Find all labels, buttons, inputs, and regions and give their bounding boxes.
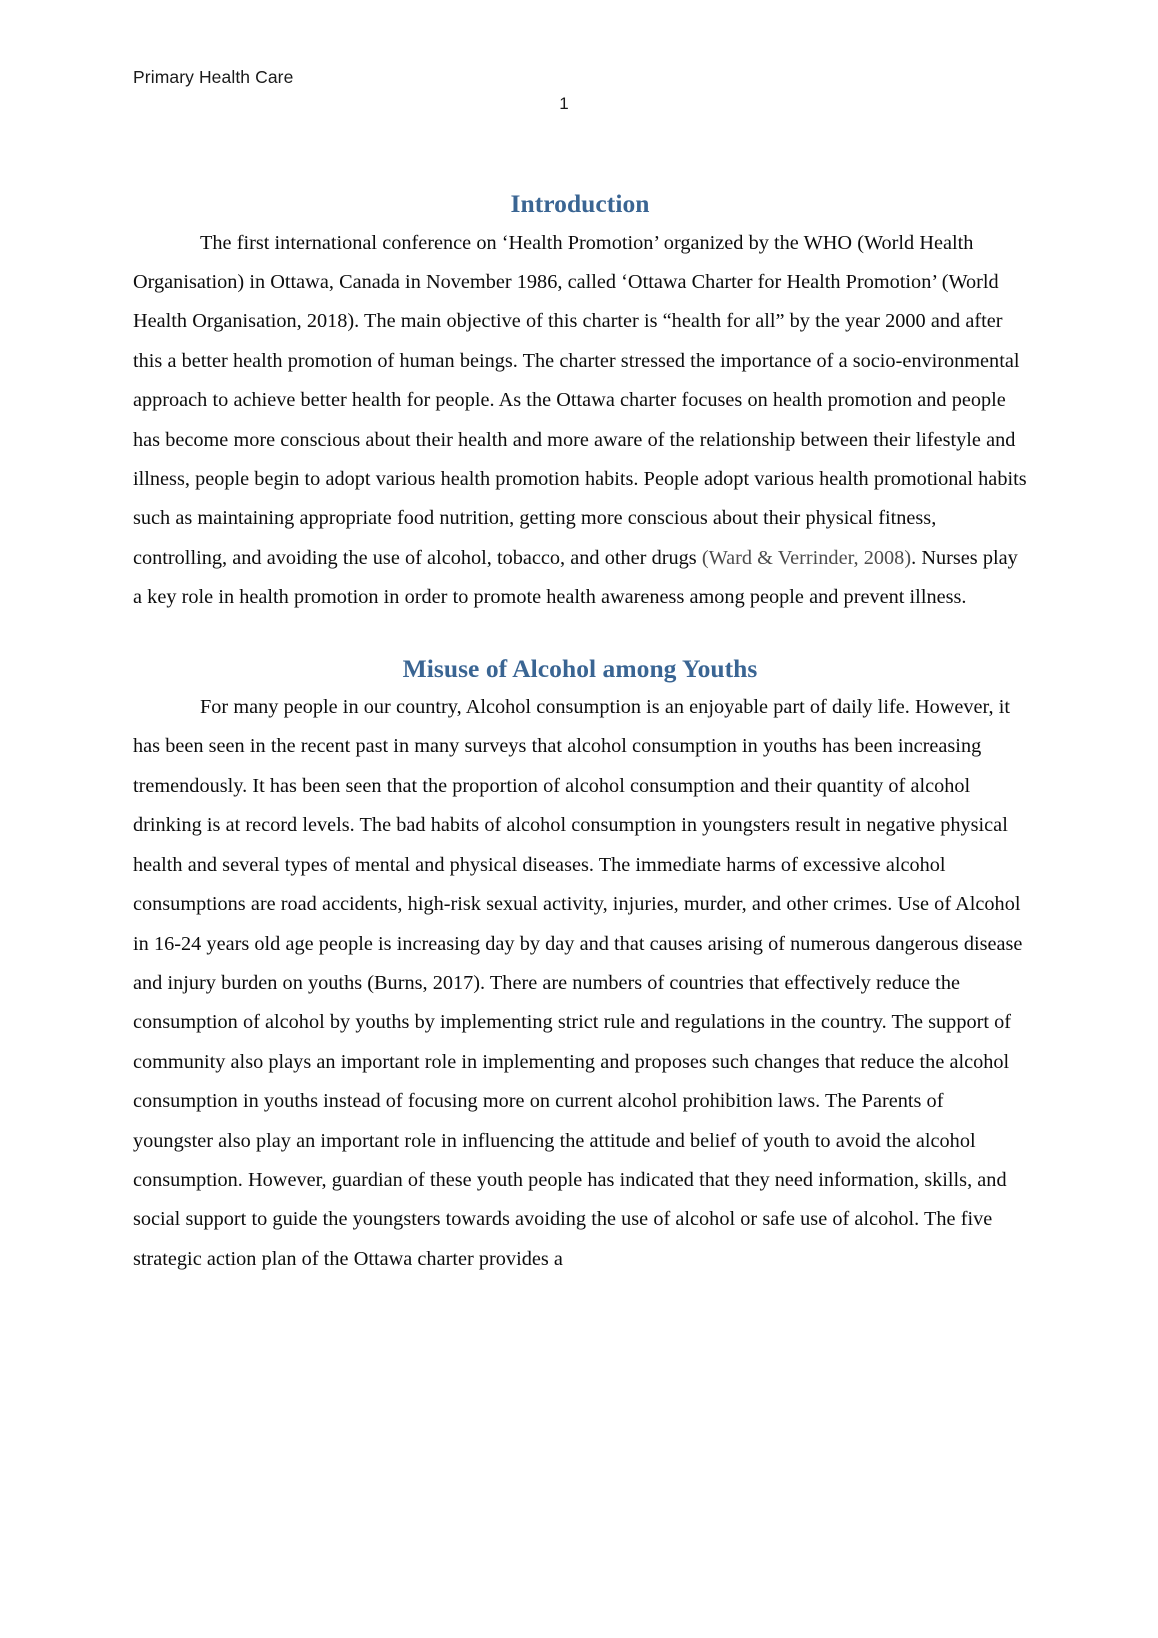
section-introduction [133,170,1027,618]
page-number: 1 [559,94,569,113]
paragraph-misuse-of-alcohol: For many people in our country, Alcohol consumption is an enjoyable part of daily life. However, it has been seen in the recent past in many surveys that alcohol consumption in youths has been increasing tremendously. It has been seen that the proportion of alcohol consumption and their quantity of alcohol drinking is at record levels. The bad habits of alcohol consumption in youngsters result in negative physical health and several types of mental and physical diseases. The immediate harms of excessive alcohol consumptions are road accidents, high-risk sexual activity, injuries, murder, and other crimes. Use of Alcohol in 16-24 years old age people is increasing day by day and that causes arising of numerous dangerous disease and injury burden on youths (Burns, 2017). There are numbers of countries that effectively reduce the consumption of alcohol by youths by implementing strict rule and regulations in the country. The support of community also plays an important role in implementing and proposes such changes that reduce the alcohol consumption in youths instead of focusing more on current alcohol prohibition laws. The Parents of youngster also play an important role in influencing the attitude and belief of youth to avoid the alcohol consumption. However, guardian of these youth people has indicated that they need information, skills, and social support to guide the youngsters towards avoiding the use of alcohol or safe use of alcohol. The five strategic action plan of the Ottawa charter provides a [133,696,1023,1270]
document-body [133,170,1027,1570]
paragraph-introduction: The first international conference on ‘Health Promotion’ organized by the WHO (World Health Organisation) in Ottawa, Canada in November 1986, called ‘Ottawa Charter for Health Promotion’ (World Health Organisation, 2018). The main objective of this charter is “health for all” by the year 2000 and after this a better health promotion of human beings. The charter stressed the importance of a socio-environmental approach to achieve better health for people. As the Ottawa charter focuses on health promotion and people has become more conscious about their health and more aware of the relationship between their lifestyle and illness, people begin to adopt various health promotion habits. People adopt various health promotional habits such as maintaining appropriate food nutrition, getting more conscious about their physical fitness, controlling, and avoiding the use of alcohol, tobacco, and other drugs (Ward & Verrinder, 2008). Nurses play a key role in health promotion in order to promote health awareness among people and prevent illness. [133,231,1027,609]
running-header: Primary Health Care [133,67,294,87]
inline-citation: (Ward & Verrinder, 2008) [701,546,912,569]
section-misuse-of-alcohol [133,618,1027,1280]
section-heading-misuse-of-alcohol: Misuse of Alcohol among Youths [402,653,758,683]
section-heading-introduction: Introduction [510,189,650,218]
